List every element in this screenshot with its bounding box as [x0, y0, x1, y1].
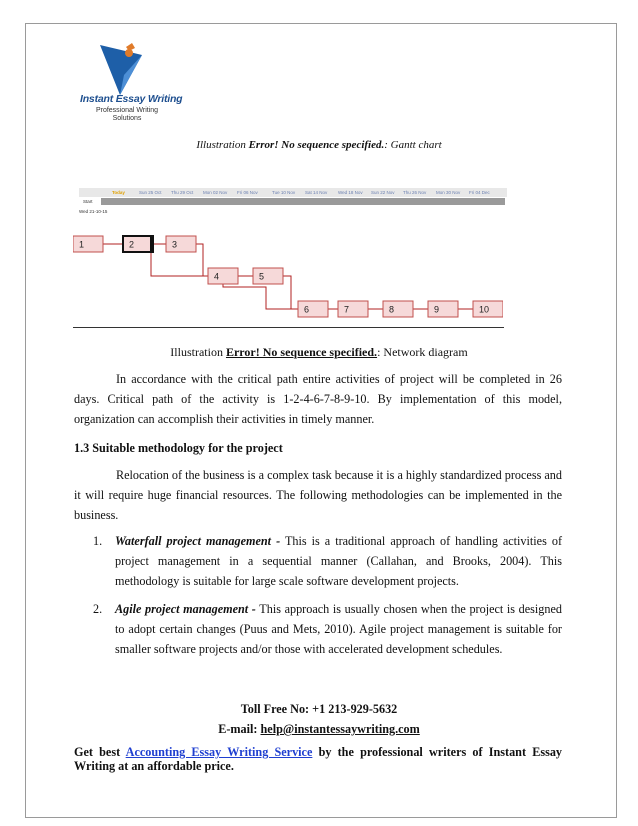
gantt-date-label: Thu 26 Nov — [403, 190, 427, 195]
network-node-label: 6 — [304, 304, 310, 315]
caption-prefix: Illustration — [196, 139, 249, 151]
network-node-label: 2 — [129, 239, 135, 250]
gantt-date-label: Fri 06 Nov — [237, 190, 258, 195]
gantt-date-label: Tue 10 Nov — [272, 190, 296, 195]
gantt-date-label: Sun 22 Nov — [371, 190, 395, 195]
toll-free-number: Toll Free No: +1 213-929-5632 — [240, 702, 398, 716]
list-item-text: This approach is usually chosen when the project is designed to adopt certain changes (Puus and Mets, 2010). Agile project management is suitable for smaller software projects and/or those with accelerated development schedules. — [115, 602, 562, 656]
network-diagram — [73, 232, 503, 324]
connector-line — [151, 250, 208, 276]
gantt-bar — [101, 198, 505, 205]
list-item-title: Agile project management - — [115, 602, 256, 616]
network-node-label: 3 — [172, 239, 178, 250]
list-number: 2. — [93, 602, 103, 616]
logo-tagline — [80, 107, 174, 123]
gantt-date-label: Thu 29 Oct — [171, 190, 194, 195]
network-node-label: 4 — [214, 271, 220, 282]
caption-suffix: : Gantt chart — [384, 139, 442, 151]
network-caption — [0, 345, 638, 360]
logo-tagline-line1: Professional Writing — [95, 107, 159, 114]
caption-error: Error! No sequence specified. — [248, 139, 385, 151]
network-node — [123, 236, 153, 252]
gantt-start-label: Start — [83, 199, 93, 204]
gantt-date-label: Sat 14 Nov — [305, 190, 328, 195]
connector-line — [196, 244, 208, 276]
network-node-label: 9 — [434, 304, 440, 315]
gantt-timeline-header — [79, 188, 507, 197]
gantt-date-label: Mon 02 Nov — [203, 190, 228, 195]
node-marker — [150, 236, 153, 252]
connector-line — [283, 276, 298, 309]
connector-line — [223, 284, 298, 309]
network-node — [208, 268, 238, 284]
network-node-label: 10 — [479, 304, 490, 315]
list-item-title: Waterfall project management - — [115, 534, 281, 548]
network-node — [166, 236, 196, 252]
promo-before: Get best — [74, 745, 126, 759]
caption2-error: Error! No sequence specified. — [225, 345, 378, 359]
network-node-label: 7 — [344, 304, 350, 315]
promo-text — [74, 745, 562, 773]
network-node — [253, 268, 283, 284]
promo-after: by the professional writers of Instant Essay Writing at an affordable price. — [74, 745, 563, 773]
email-line — [0, 722, 638, 737]
service-link[interactable]: Accounting Essay Writing Service — [125, 745, 313, 759]
network-node — [383, 301, 413, 317]
figure-divider — [73, 327, 504, 328]
network-node-label: 8 — [389, 304, 395, 315]
network-node — [338, 301, 368, 317]
logo-brand-text: Instant Essay Writing — [80, 93, 183, 105]
network-node — [73, 236, 103, 252]
paragraph-text: In accordance with the critical path entire activities of project will be completed in 26 days. Critical path of the activity is 1-2-4-6-7-8-9-10. By implementation of this model, organization can accomplish their activities in timely manner. — [74, 372, 562, 426]
paragraph-text: Relocation of the business is a complex task because it is a highly standardized process and it will require huge financial resources. The following methodologies can be implemented in the business. — [74, 468, 562, 522]
network-node-label: 1 — [79, 239, 85, 250]
gantt-caption — [0, 139, 638, 151]
methodology-paragraph — [74, 465, 562, 525]
network-node — [428, 301, 458, 317]
list-item-text: This is a traditional approach of handling activities of project management in a sequential manner (Callahan, and Brooks, 2004). This methodology is suitable for large scale software development projects. — [115, 534, 563, 588]
caption2-suffix: : Network diagram — [377, 345, 468, 359]
gantt-date-label: Today — [112, 190, 125, 195]
network-node — [298, 301, 328, 317]
section-heading: 1.3 Suitable methodology for the project — [74, 441, 283, 455]
network-node-label: 5 — [259, 271, 265, 282]
gantt-date-label: Fri 04 Dec — [469, 190, 490, 195]
gantt-start-date: Wed 21-10-15 — [79, 209, 108, 214]
gantt-date-label: Sun 25 Oct — [139, 190, 162, 195]
critical-path-paragraph — [74, 369, 562, 429]
logo-tagline-line2: Solutions — [112, 115, 142, 122]
email-label: E-mail: — [218, 722, 261, 736]
email-link[interactable]: help@instantessaywriting.com — [260, 722, 420, 736]
list-number: 1. — [93, 534, 103, 548]
gantt-date-label: Wed 18 Nov — [338, 190, 363, 195]
gantt-date-label: Mon 30 Nov — [436, 190, 461, 195]
caption2-prefix: Illustration — [170, 345, 226, 359]
gantt-chart — [79, 188, 507, 222]
